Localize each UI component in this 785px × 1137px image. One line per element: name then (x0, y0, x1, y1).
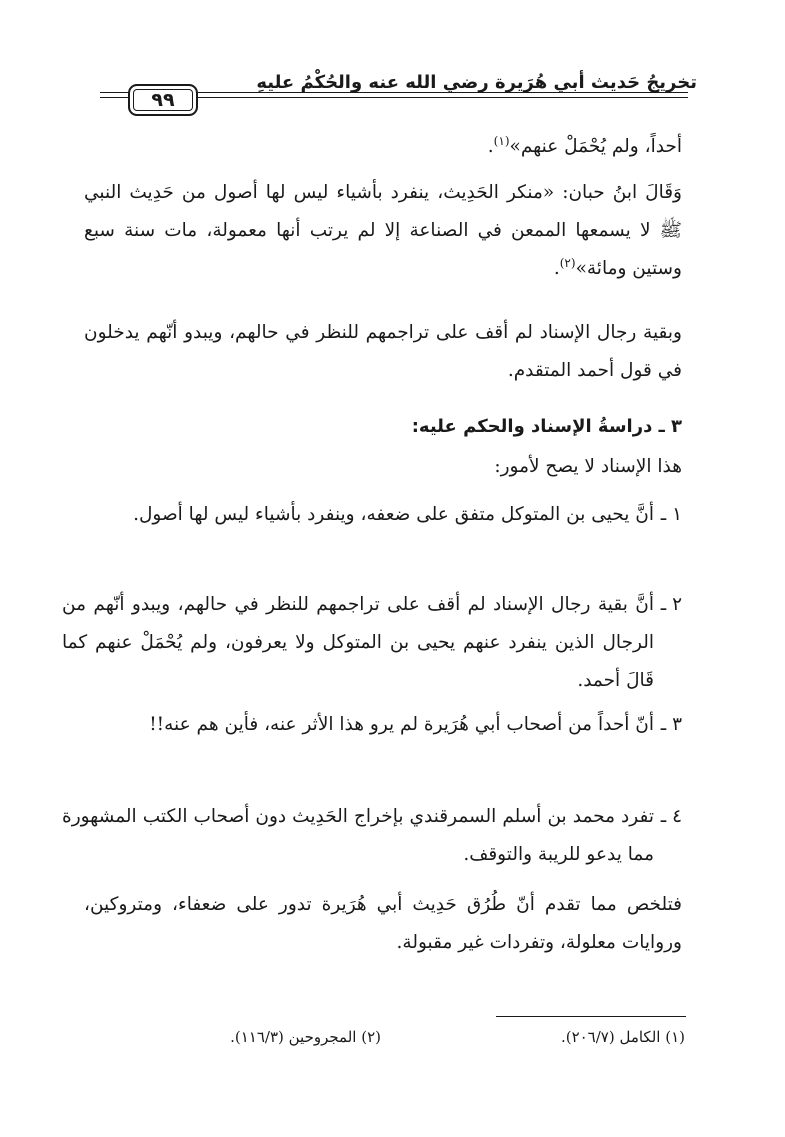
list-item-text: أنّ أحداً من أصحاب أبي هُرَيرة لم يرو هذا الأثر عنه، فأين هم عنه!! (149, 714, 654, 735)
page-number-badge (128, 84, 198, 116)
list-item-number: ٣ ـ (660, 714, 682, 735)
list-item (62, 496, 682, 534)
list-item-number: ٤ ـ (660, 806, 682, 827)
list-item (62, 586, 682, 700)
list-item (62, 706, 682, 744)
paragraph-conclusion: فتلخص مما تقدم أنّ طُرُق حَدِيث أبي هُرَيرة تدور على ضعفاء، ومتروكين، وروايات معلولة، وتفردات غير مقبولة. (84, 894, 682, 953)
section-heading: ٣ ـ دراسةُ الإسناد والحكم عليه: (411, 416, 682, 437)
list-item-text: تفرد محمد بن أسلم السمرقندي بإخراج الحَدِيث دون أصحاب الكتب المشهورة مما يدعو للريبة والتوقف. (62, 806, 654, 865)
paragraph-continuation (62, 128, 682, 166)
paragraph-end: . (487, 136, 494, 157)
list-item-text: أنَّ يحيى بن المتوكل متفق على ضعفه، وينفرد بأشياء ليس لها أصول. (133, 504, 654, 525)
list-item-number: ٢ ـ (660, 594, 682, 615)
footnote-2: (٢) المجروحين (١١٦/٣). (230, 1028, 381, 1046)
list-item (62, 798, 682, 874)
footnote-ref-2: (٢) (559, 255, 576, 270)
list-item-text: أنَّ بقية رجال الإسناد لم أقف على تراجمهم للنظر في حالهم، ويبدو أنّهم من الرجال الذين ينفرد عنهم يحيى بن المتوكل ولا يعرفون، ولم يُحْمَلْ عنهم كما قَالَ أحمد. (62, 594, 654, 691)
paragraph-remaining-narrators: وبقية رجال الإسناد لم أقف على تراجمهم للنظر في حالهم، ويبدو أنّهم يدخلون في قول أحمد المتقدم. (84, 322, 682, 381)
paragraph-end: . (553, 258, 560, 279)
running-title: تخريجُ حَديث أبي هُرَيرة رضي الله عنه والحُكْمُ عليهِ (256, 72, 697, 93)
page-number: ٩٩ (151, 89, 175, 111)
paragraph-ibn-hibban (84, 174, 682, 288)
intro-line: هذا الإسناد لا يصح لأمور: (494, 456, 682, 477)
list-item-number: ١ ـ (660, 504, 682, 525)
paragraph-text: أحداً، ولم يُحْمَلْ عنهم» (509, 136, 682, 157)
footnote-rule (496, 1016, 686, 1017)
paragraph-text: وَقَالَ ابنُ حبان: «منكر الحَدِيث، ينفرد بأشياء ليس لها أصول من حَدِيث النبي ﷺ لا يسمعها الممعن في الصناعة إلا لم يرتب أنها معمولة، مات سنة سبع وستين ومائة» (84, 182, 682, 279)
footnote-1: (١) الكامل (٢٠٦/٧). (560, 1028, 685, 1046)
footnote-ref-1: (١) (493, 133, 510, 148)
